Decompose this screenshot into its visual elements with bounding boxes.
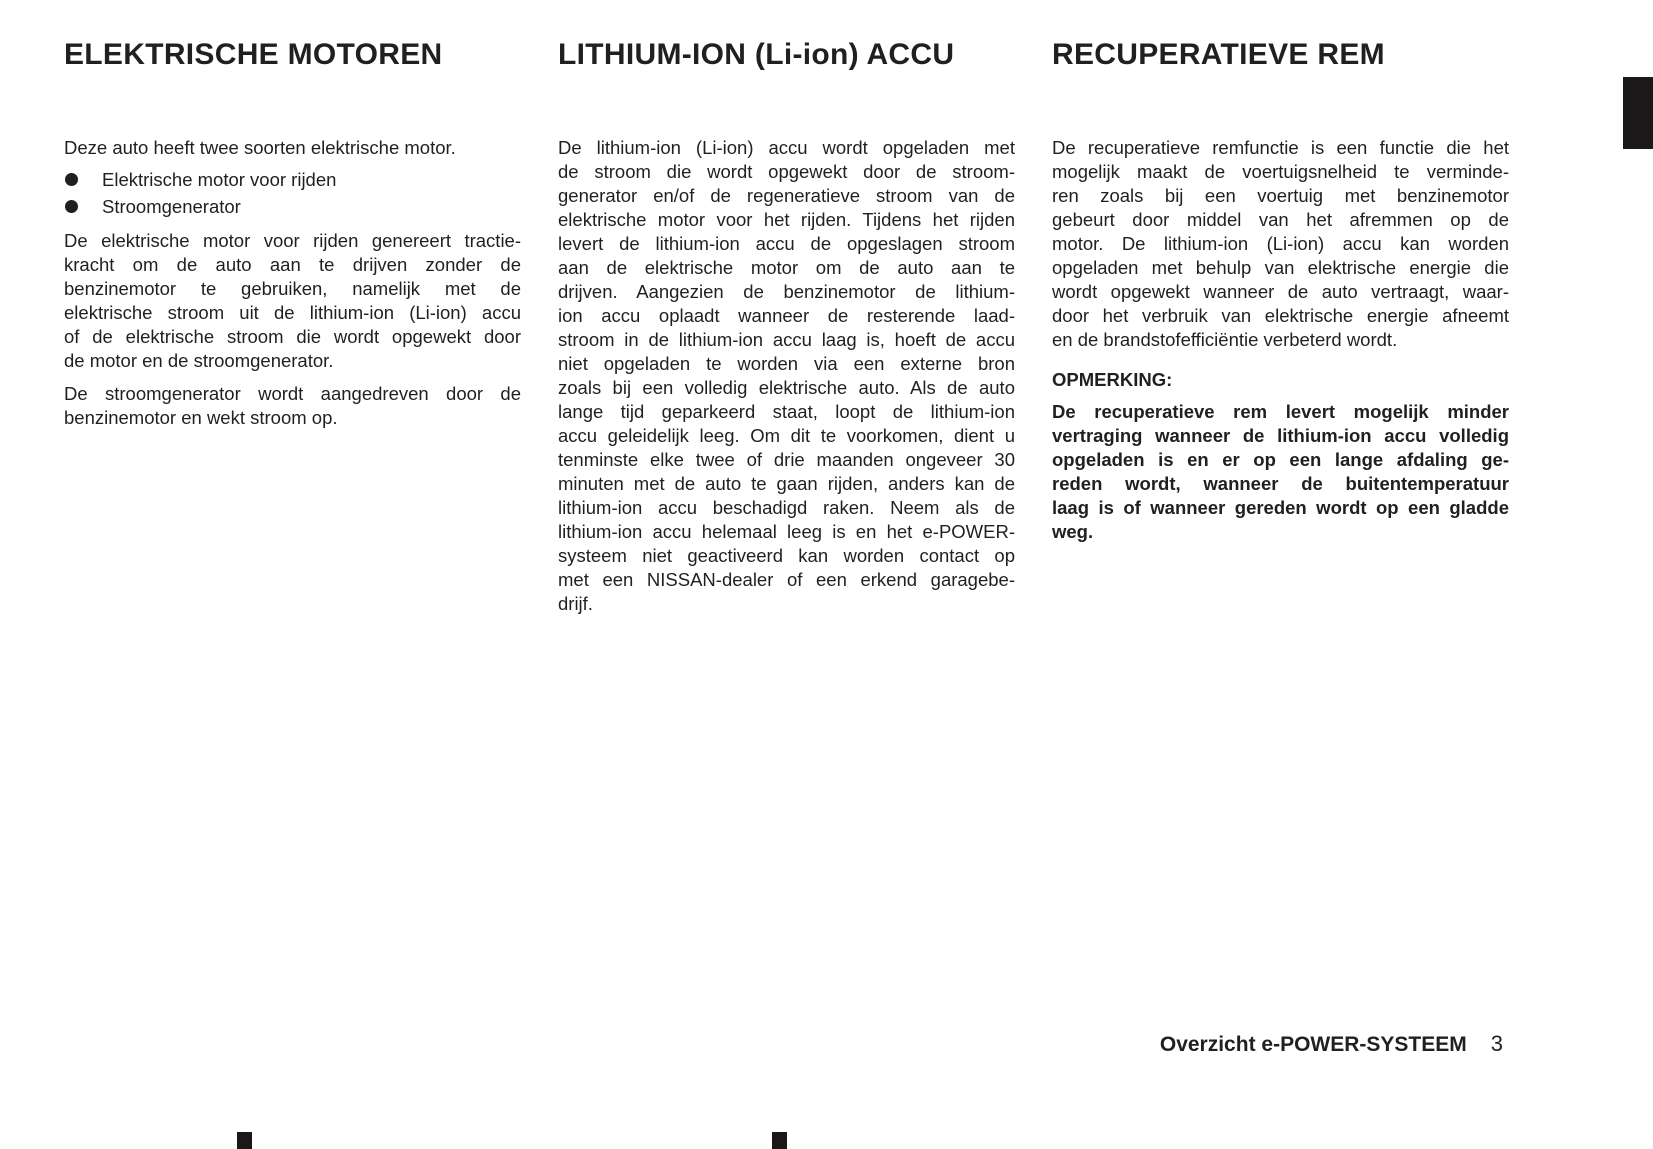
- column-body: [558, 136, 1015, 616]
- text-line: elektrische stroom uit de lithium-ion (Li-ion) accu: [64, 302, 521, 323]
- text-line: niet opgeladen te worden via een externe bron: [558, 353, 1015, 374]
- paragraph: [64, 382, 521, 430]
- text-line: lithium-ion accu beschadigd raken. Neem als de: [558, 497, 1015, 518]
- intro-text: Deze auto heeft twee soorten elektrische motor.: [64, 137, 456, 158]
- column-lithium-ion-accu: [558, 38, 1015, 616]
- bullet-label: Stroomgenerator: [102, 196, 241, 217]
- column-heading: RECUPERATIEVE REM: [1052, 38, 1385, 71]
- text-line: en de brandstofefficiëntie verbeterd wordt.: [1052, 329, 1398, 350]
- text-line: aan de elektrische motor om de auto aan te: [558, 257, 1015, 278]
- text-line: De stroomgenerator wordt aangedreven door de: [64, 383, 521, 404]
- content-columns: [64, 38, 1509, 616]
- bullet-label: Elektrische motor voor rijden: [102, 169, 337, 190]
- text-line: levert de lithium-ion accu de opgeslagen stroom: [558, 233, 1015, 254]
- text-line: laag is of wanneer gereden wordt op een gladde: [1052, 497, 1509, 518]
- page-footer: [1160, 1031, 1503, 1057]
- text-line: wordt opgewekt wanneer de auto vertraagt, waar-: [1052, 281, 1509, 302]
- text-line: De recuperatieve remfunctie is een functie die het: [1052, 137, 1509, 158]
- text-line: de stroom die wordt opgewekt door de stroom-: [558, 161, 1015, 182]
- bullet-item: [64, 166, 521, 193]
- text-line: mogelijk maakt de voertuigsnelheid te verminde-: [1052, 161, 1509, 182]
- text-line: motor. De lithium-ion (Li-ion) accu kan worden: [1052, 233, 1509, 254]
- text-line: De recuperatieve rem levert mogelijk minder: [1052, 401, 1509, 422]
- text-line: generator en/of de regeneratieve stroom van de: [558, 185, 1015, 206]
- text-line: De lithium-ion (Li-ion) accu wordt opgeladen met: [558, 137, 1015, 158]
- text-line: lange tijd geparkeerd staat, loopt de lithium-ion: [558, 401, 1015, 422]
- text-line: kracht om de auto aan te drijven zonder de: [64, 254, 521, 275]
- column-recuperatieve-rem: [1052, 38, 1509, 616]
- text-line: lithium-ion accu helemaal leeg is en het e-POWER-: [558, 521, 1015, 542]
- column-heading: LITHIUM-ION (Li-ion) ACCU: [558, 38, 955, 71]
- paragraph: [558, 136, 1015, 616]
- text-line: tenminste elke twee of drie maanden ongeveer 30: [558, 449, 1015, 470]
- text-line: weg.: [1052, 521, 1094, 542]
- text-line: met een NISSAN-dealer of een erkend garagebe-: [558, 569, 1015, 590]
- paragraph: [64, 229, 521, 373]
- text-line: minuten met de auto te gaan rijden, anders kan de: [558, 473, 1015, 494]
- text-line: benzinemotor en wekt stroom op.: [64, 407, 338, 428]
- text-line: drijven. Aangezien de benzinemotor de lithium-: [558, 281, 1015, 302]
- text-line: vertraging wanneer de lithium-ion accu volledig: [1052, 425, 1509, 446]
- text-line: drijf.: [558, 593, 593, 614]
- text-line: elektrische motor voor het rijden. Tijdens het rijden: [558, 209, 1015, 230]
- bullet-item: [64, 193, 521, 220]
- text-line: systeem niet geactiveerd kan worden contact op: [558, 545, 1015, 566]
- bullet-dot-icon: [65, 200, 78, 213]
- text-line: reden wordt, wanneer de buitentemperatuur: [1052, 473, 1509, 494]
- text-line: zoals bij een volledig elektrische auto. Als de auto: [558, 377, 1015, 398]
- text-line: gebeurt door middel van het afremmen op de: [1052, 209, 1509, 230]
- text-line: De elektrische motor voor rijden genereert tractie-: [64, 230, 521, 251]
- column-elektrische-motoren: [64, 38, 521, 616]
- column-body: [64, 136, 521, 430]
- text-line: benzinemotor te gebruiken, namelijk met de: [64, 278, 521, 299]
- footer-page-number: 3: [1490, 1031, 1503, 1056]
- text-line: ion accu oplaadt wanneer de resterende laad-: [558, 305, 1015, 326]
- paragraph: [1052, 136, 1509, 352]
- note-paragraph: [1052, 400, 1509, 544]
- text-line: of de elektrische stroom die wordt opgewekt door: [64, 326, 521, 347]
- bullet-dot-icon: [65, 173, 78, 186]
- footer-section-title: Overzicht e-POWER-SYSTEEM: [1159, 1033, 1467, 1056]
- text-line: de motor en de stroomgenerator.: [64, 350, 334, 371]
- print-registration-mark: [237, 1132, 252, 1149]
- text-line: door het verbruik van elektrische energie afneemt: [1052, 305, 1509, 326]
- note-heading: OPMERKING:: [1052, 369, 1173, 390]
- bullet-list: [64, 166, 521, 220]
- column-heading: ELEKTRISCHE MOTOREN: [64, 38, 443, 71]
- text-line: opgeladen is en er op een lange afdaling ge-: [1052, 449, 1509, 470]
- section-edge-tab: [1623, 77, 1653, 149]
- print-registration-mark: [772, 1132, 787, 1149]
- column-body: [1052, 136, 1509, 544]
- text-line: accu geleidelijk leeg. Om dit te voorkomen, dient u: [558, 425, 1015, 446]
- text-line: ren zoals bij een voertuig met benzinemotor: [1052, 185, 1509, 206]
- text-line: opgeladen met behulp van elektrische energie die: [1052, 257, 1509, 278]
- text-line: stroom in de lithium-ion accu laag is, hoeft de accu: [558, 329, 1015, 350]
